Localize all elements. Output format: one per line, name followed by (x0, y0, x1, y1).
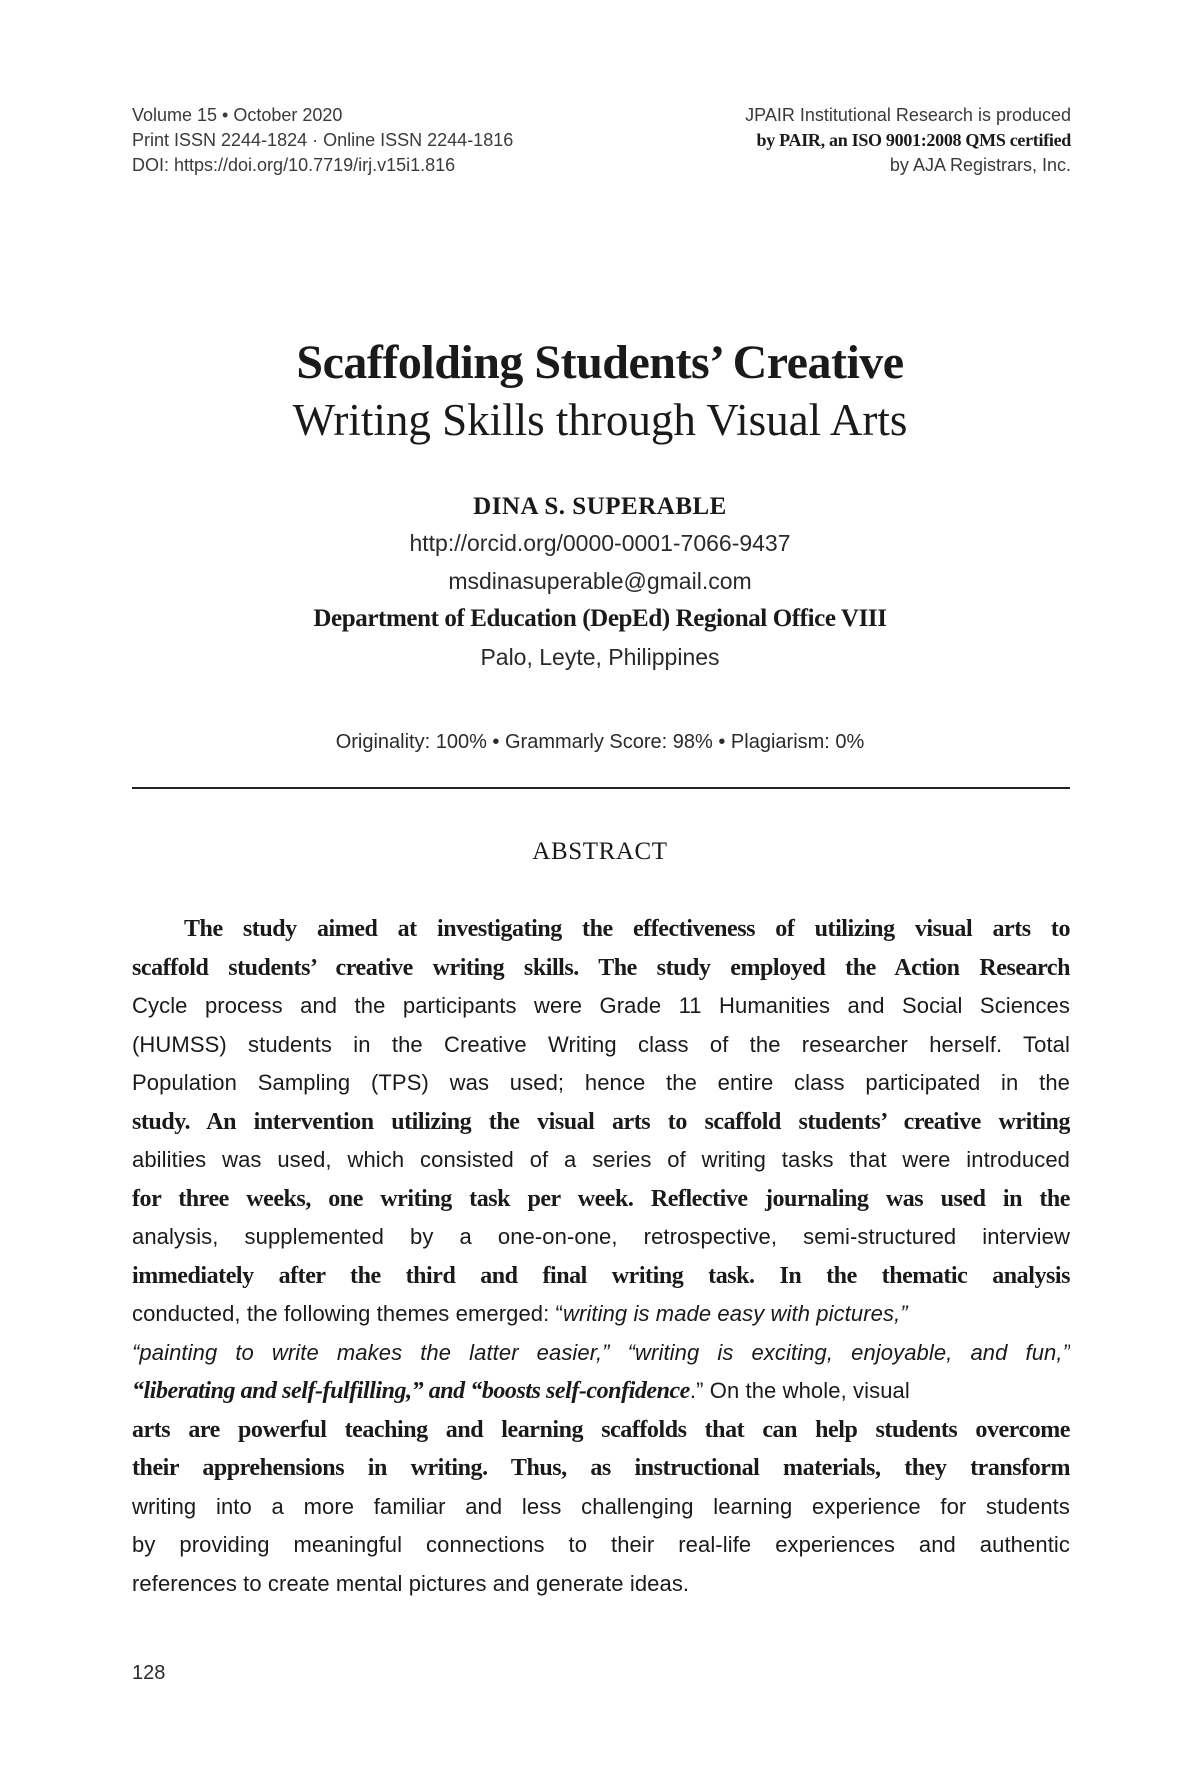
abstract-themes-bold: “liberating and self-fulfilling,” and “boosts self-confidence (132, 1378, 690, 1404)
author-block (0, 490, 1200, 676)
divider (132, 787, 1070, 789)
abstract-line: Cycle process and the participants were Grade 11 Humanities and Social Sciences (132, 993, 1070, 1018)
abstract-body (132, 910, 1070, 1603)
abstract-line-text: conducted, the following themes emerged: “ (132, 1301, 563, 1326)
author-email: msdinasuperable@gmail.com (448, 568, 752, 594)
author-department: Department of Education (DepEd) Regional Office VIII (313, 605, 887, 632)
abstract-line: for three weeks, one writing task per week. Reflective journaling was used in the (132, 1185, 1070, 1212)
author-name: DINA S. SUPERABLE (473, 493, 727, 520)
abstract-heading: ABSTRACT (532, 838, 668, 865)
abstract-line: immediately after the third and final writing task. In the thematic analysis (132, 1262, 1070, 1289)
title-line-1: Scaffolding Students’ Creative (296, 336, 904, 389)
abstract-line: The study aimed at investigating the effectiveness of utilizing visual arts to (184, 916, 1070, 942)
abstract-line: writing into a more familiar and less challenging learning experience for students (132, 1493, 1070, 1519)
author-orcid: http://orcid.org/0000-0001-7066-9437 (409, 530, 791, 556)
publisher-line-2: by PAIR, an ISO 9001:2008 QMS certified (756, 130, 1071, 150)
publisher-info (551, 103, 1071, 178)
volume-line: Volume 15 • October 2020 (132, 105, 343, 125)
title-line-2: Writing Skills through Visual Arts (292, 395, 908, 445)
issn-line: Print ISSN 2244-1824 · Online ISSN 2244-1816 (132, 130, 514, 150)
abstract-line: analysis, supplemented by a one-on-one, retrospective, semi-structured interview (132, 1224, 1070, 1249)
author-location: Palo, Leyte, Philippines (480, 644, 720, 670)
abstract-line: study. An intervention utilizing the visual arts to scaffold students’ creative writing (132, 1108, 1070, 1135)
abstract-line (132, 1372, 1070, 1411)
page-number: 128 (132, 1662, 166, 1684)
doi-line: DOI: https://doi.org/10.7719/irj.v15i1.816 (132, 155, 456, 175)
paper-title (0, 335, 1200, 449)
abstract-line: by providing meaningful connections to their real-life experiences and authentic (132, 1532, 1070, 1557)
abstract-line: (HUMSS) students in the Creative Writing class of the researcher herself. Total (132, 1031, 1070, 1057)
publisher-line-3: by AJA Registrars, Inc. (889, 155, 1071, 175)
abstract-theme-1: writing is made easy with pictures,” (563, 1301, 908, 1326)
abstract-line: their apprehensions in writing. Thus, as instructional materials, they transform (132, 1455, 1070, 1481)
abstract-line-text: .” On the whole, visual (689, 1378, 910, 1403)
abstract-line: Population Sampling (TPS) was used; hence the entire class participated in the (132, 1070, 1070, 1095)
quality-scores: Originality: 100% • Grammarly Score: 98% • Plagiarism: 0% (335, 731, 865, 753)
abstract-line: references to create mental pictures and generate ideas. (132, 1570, 690, 1596)
abstract-line: arts are powerful teaching and learning scaffolds that can help students overcome (132, 1416, 1070, 1443)
abstract-line: scaffold students’ creative writing skills. The study employed the Action Research (132, 954, 1070, 981)
abstract-line: abilities was used, which consisted of a series of writing tasks that were introduced (132, 1147, 1070, 1172)
abstract-line (132, 1295, 1070, 1334)
publisher-line-1: JPAIR Institutional Research is produced (745, 105, 1071, 125)
abstract-line: “painting to write makes the latter easier,” “writing is exciting, enjoyable, and fun,” (132, 1339, 1070, 1365)
